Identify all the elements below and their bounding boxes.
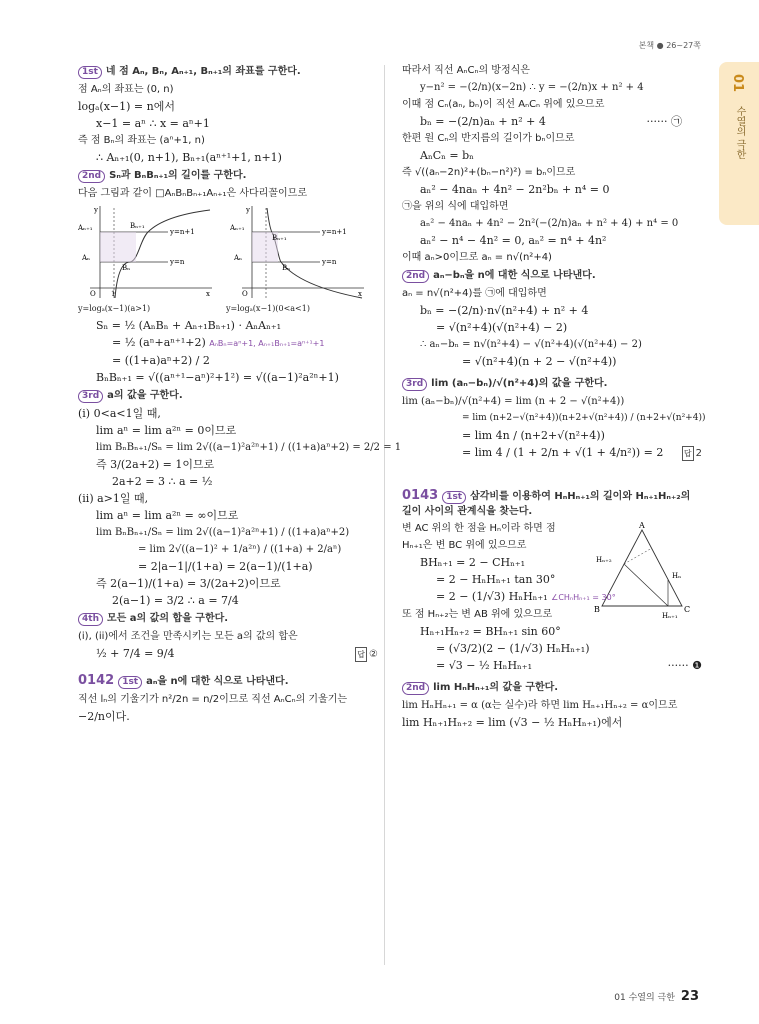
step-badge-2nd: 2nd	[402, 270, 429, 283]
solution-line: 즉 점 Bₙ의 좌표는 (aⁿ+1, n)	[78, 135, 205, 146]
solution-line: Hₙ₊₁은 변 BC 위에 있으므로	[402, 540, 527, 551]
math-line: lim BₙBₙ₊₁/Sₙ = lim 2√((a−1)²a²ⁿ+1) / ((1+a)aⁿ+2) = 2/2 = 1	[96, 442, 402, 453]
page-number: 23	[680, 989, 699, 1004]
math-line: lim HₙHₙ₊₁ = α (α는 실수)라 하면 lim Hₙ₊₁Hₙ₊₂ = α이므로	[402, 700, 678, 711]
step-badge-2nd: 2nd	[402, 682, 429, 695]
math-line: y−n² = −(2/n)(x−2n) ∴ y = −(2/n)x + n² + 4	[420, 82, 644, 93]
graph-label: y=n+1	[170, 228, 195, 236]
step-title: aₙ−bₙ을 n에 대한 식으로 나타낸다.	[433, 270, 596, 281]
math-line: −2/n이다.	[78, 710, 130, 723]
step-title: lim (aₙ−bₙ)/√(n²+4)의 값을 구한다.	[431, 378, 608, 389]
answer-value: ②	[369, 649, 378, 660]
step-badge-2nd: 2nd	[78, 170, 105, 183]
step-badge-3rd: 3rd	[402, 378, 427, 391]
graph-label: y	[94, 206, 98, 214]
math-line: aₙ² − 4naₙ + 4n² − 2n²(−(2/n)aₙ + n² + 4) + n⁴ = 0	[420, 218, 679, 229]
math-line: BHₙ₊₁ = 2 − CHₙ₊₁	[420, 556, 526, 569]
graph-caption: y=logₐ(x−1)(a>1)	[78, 304, 151, 313]
solution-line: 변 AC 위의 한 점을 Hₙ이라 하면 점	[402, 523, 556, 534]
math-line: BₙBₙ₊₁ = √((aⁿ⁺¹−aⁿ)²+1²) = √((a−1)²a²ⁿ+1)	[96, 371, 339, 384]
footer-chapter: 01 수열의 극한	[614, 993, 675, 1003]
right-column	[402, 64, 706, 733]
page-footer	[614, 989, 699, 1004]
graph-label: 1	[111, 290, 116, 298]
math-line: 즉 2(a−1)/(1+a) = 3/(2a+2)이므로	[96, 577, 281, 590]
math-line: bₙ = −(2/n)aₙ + n² + 4	[420, 115, 546, 128]
solution-line: 한편 원 Cₙ의 반지름의 길이가 bₙ이므로	[402, 133, 575, 144]
graph-label: Aₙ	[233, 254, 242, 262]
graph-label: y=n	[170, 258, 185, 266]
log-graph-a-less-1	[230, 204, 370, 300]
problem-number: 0143	[402, 488, 439, 503]
solution-line: 점 Aₙ의 좌표는 (0, n)	[78, 84, 174, 95]
graph-label: y	[245, 206, 250, 214]
step-title: Sₙ과 BₙBₙ₊₁의 길이를 구한다.	[109, 170, 247, 181]
math-line: AₙCₙ = bₙ	[420, 149, 474, 162]
step-badge-1st: 1st	[442, 491, 466, 504]
solution-line: 즉 √((aₙ−2n)²+(bₙ−n²)²) = bₙ이므로	[402, 167, 576, 178]
triangle-point-label: Hₙ₊₂	[596, 556, 612, 564]
graph-label: Bₙ₊₁	[271, 234, 287, 242]
math-line: (i) 0<a<1일 때,	[78, 407, 161, 420]
math-line: x−1 = aⁿ ∴ x = aⁿ+1	[96, 117, 210, 130]
answer-box: 답	[682, 446, 694, 461]
math-line: = ½ (aⁿ+aⁿ⁺¹+2)	[112, 336, 206, 349]
step-title: aₙ을 n에 대한 식으로 나타낸다.	[146, 676, 289, 687]
graph-label: Bₙ₊₁	[130, 222, 145, 230]
graph-label: Aₙ	[82, 254, 91, 262]
math-line: = √3 − ½ HₙHₙ₊₁	[436, 659, 533, 672]
math-line: aₙ² − n⁴ − 4n² = 0, aₙ² = n⁴ + 4n²	[420, 234, 607, 247]
math-line: lim Hₙ₊₁Hₙ₊₂ = lim (√3 − ½ HₙHₙ₊₁)에서	[402, 716, 623, 729]
math-line: aₙ² − 4naₙ + 4n² − 2n²bₙ + n⁴ = 0	[420, 183, 610, 196]
solution-line: (i), (ii)에서 조건을 만족시키는 모든 a의 값의 합은	[78, 631, 298, 642]
math-line: logₐ(x−1) = n에서	[78, 100, 175, 113]
graph-label: Bₙ	[281, 264, 290, 272]
chapter-number: 01	[730, 74, 745, 93]
solution-line: ㉠을 위의 식에 대입하면	[402, 201, 509, 212]
math-line: = 2|a−1|/(1+a) = 2(a−1)/(1+a)	[138, 560, 313, 573]
step-title: lim HₙHₙ₊₁의 값을 구한다.	[433, 682, 559, 693]
math-line: = ((1+a)aⁿ+2) / 2	[112, 354, 210, 367]
math-line: = 2 − HₙHₙ₊₁ tan 30°	[436, 573, 556, 586]
triangle-vertex-label: A	[639, 522, 645, 530]
solution-line: 또 점 Hₙ₊₂는 변 AB 위에 있으므로	[402, 609, 553, 620]
equation-tag: ······ ❶	[667, 659, 702, 672]
triangle-vertex-label: B	[594, 605, 600, 614]
math-line: = lim 4n / (n+2+√(n²+4))	[462, 429, 605, 442]
math-line: ∴ Aₙ₊₁(0, n+1), Bₙ₊₁(aⁿ⁺¹+1, n+1)	[96, 151, 282, 164]
math-line: = (√3/2)(2 − (1/√3) HₙHₙ₊₁)	[436, 642, 590, 655]
solution-line: 다음 그림과 같이 □AₙBₙBₙ₊₁Aₙ₊₁은 사다리꼴이므로	[78, 188, 307, 199]
math-line: Sₙ = ½ (AₙBₙ + Aₙ₊₁Bₙ₊₁) · AₙAₙ₊₁	[96, 319, 282, 332]
math-line: lim aⁿ = lim a²ⁿ = 0이므로	[96, 424, 237, 437]
solution-line: 따라서 직선 AₙCₙ의 방정식은	[402, 65, 530, 76]
answer-mark	[355, 647, 378, 662]
graph-label: Aₙ₊₁	[229, 224, 245, 232]
graph-label: Bₙ	[122, 264, 131, 272]
triangle-figure	[592, 522, 702, 622]
math-line: = 2 − (1/√3) HₙHₙ₊₁	[436, 590, 548, 603]
chapter-title: 수열의 극한	[734, 106, 745, 160]
log-graph-a-greater-1	[78, 204, 218, 300]
annotation-note: ∠CHₙHₙ₊₁ = 30°	[551, 593, 616, 602]
math-line: Hₙ₊₁Hₙ₊₂ = BHₙ₊₁ sin 60°	[420, 625, 561, 638]
chapter-side-tab	[719, 62, 759, 225]
column-divider	[384, 65, 385, 965]
book-page-reference: 본책 ● 26~27쪽	[638, 41, 701, 50]
graph-caption: y=logₐ(x−1)(0<a<1)	[226, 304, 310, 313]
solution-line: 이때 점 Cₙ(aₙ, bₙ)이 직선 AₙCₙ 위에 있으므로	[402, 99, 605, 110]
graph-label: x	[206, 290, 210, 298]
triangle-vertex-label: C	[684, 605, 691, 614]
math-line: = lim (n+2−√(n²+4))(n+2+√(n²+4)) / (n+2+√(n²+4))	[462, 413, 706, 423]
step-badge-1st: 1st	[78, 66, 102, 79]
graph-label: O	[90, 290, 96, 298]
solution-line: 직선 lₙ의 기울기가 n²/2n = n/2이므로 직선 AₙCₙ의 기울기는	[78, 694, 348, 705]
answer-value: 2	[695, 448, 702, 459]
step-badge-1st: 1st	[118, 676, 142, 689]
step-title: 모든 a의 값의 합을 구한다.	[106, 613, 229, 624]
math-line: = lim 4 / (1 + 2/n + √(1 + 4/n²)) = 2	[462, 446, 664, 459]
answer-mark	[682, 446, 702, 461]
graph-label: y=n	[321, 258, 336, 266]
math-line: lim (aₙ−bₙ)/√(n²+4) = lim (n + 2 − √(n²+4))	[402, 396, 625, 407]
math-line: lim BₙBₙ₊₁/Sₙ = lim 2√((a−1)²a²ⁿ+1) / ((1+a)aⁿ+2)	[96, 527, 350, 538]
math-line: 2a+2 = 3 ∴ a = ½	[112, 475, 213, 488]
triangle-point-label: Hₙ₊₁	[662, 612, 678, 620]
graph-label: y=n+1	[321, 228, 347, 236]
math-line: (ii) a>1일 때,	[78, 492, 149, 505]
math-line: = lim 2√((a−1)² + 1/a²ⁿ) / ((1+a) + 2/aⁿ)	[138, 544, 342, 555]
step-title: 삼각비를 이용하여 HₙHₙ₊₁의 길이와 Hₙ₊₁Hₙ₊₂의 길이 사이의 관계식을 찾는다.	[402, 491, 691, 517]
math-line: lim aⁿ = lim a²ⁿ = ∞이므로	[96, 509, 239, 522]
math-line: 즉 3/(2a+2) = 1이므로	[96, 458, 215, 471]
graph-label: O	[241, 290, 248, 298]
graph-label: x	[357, 290, 362, 298]
step-badge-3rd: 3rd	[78, 390, 103, 403]
equation-tag: ······ ㉠	[646, 115, 682, 128]
graph-label: Aₙ₊₁	[78, 224, 93, 232]
left-column	[78, 64, 402, 727]
math-line: = √(n²+4)(√(n²+4) − 2)	[436, 321, 568, 334]
step-title: a의 값을 구한다.	[107, 390, 183, 401]
math-line: ∴ aₙ−bₙ = n√(n²+4) − √(n²+4)(√(n²+4) − 2)	[420, 339, 642, 350]
math-line: 2(a−1) = 3/2 ∴ a = 7/4	[112, 594, 239, 607]
solution-line: 이때 aₙ>0이므로 aₙ = n√(n²+4)	[402, 252, 552, 263]
triangle-point-label: Hₙ	[672, 572, 682, 580]
math-line: ½ + 7/4 = 9/4	[96, 647, 175, 660]
answer-box: 답	[355, 647, 367, 662]
solution-line: aₙ = n√(n²+4)를 ㉠에 대입하면	[402, 288, 547, 299]
problem-number: 0142	[78, 673, 115, 688]
step-badge-4th: 4th	[78, 613, 103, 626]
annotation-note: AₙBₙ=aⁿ+1, Aₙ₊₁Bₙ₊₁=aⁿ⁺¹+1	[209, 339, 325, 348]
step-title: 네 점 Aₙ, Bₙ, Aₙ₊₁, Bₙ₊₁의 좌표를 구한다.	[105, 66, 301, 77]
math-line: = √(n²+4)(n + 2 − √(n²+4))	[462, 355, 617, 368]
math-line: bₙ = −(2/n)·n√(n²+4) + n² + 4	[420, 304, 589, 317]
